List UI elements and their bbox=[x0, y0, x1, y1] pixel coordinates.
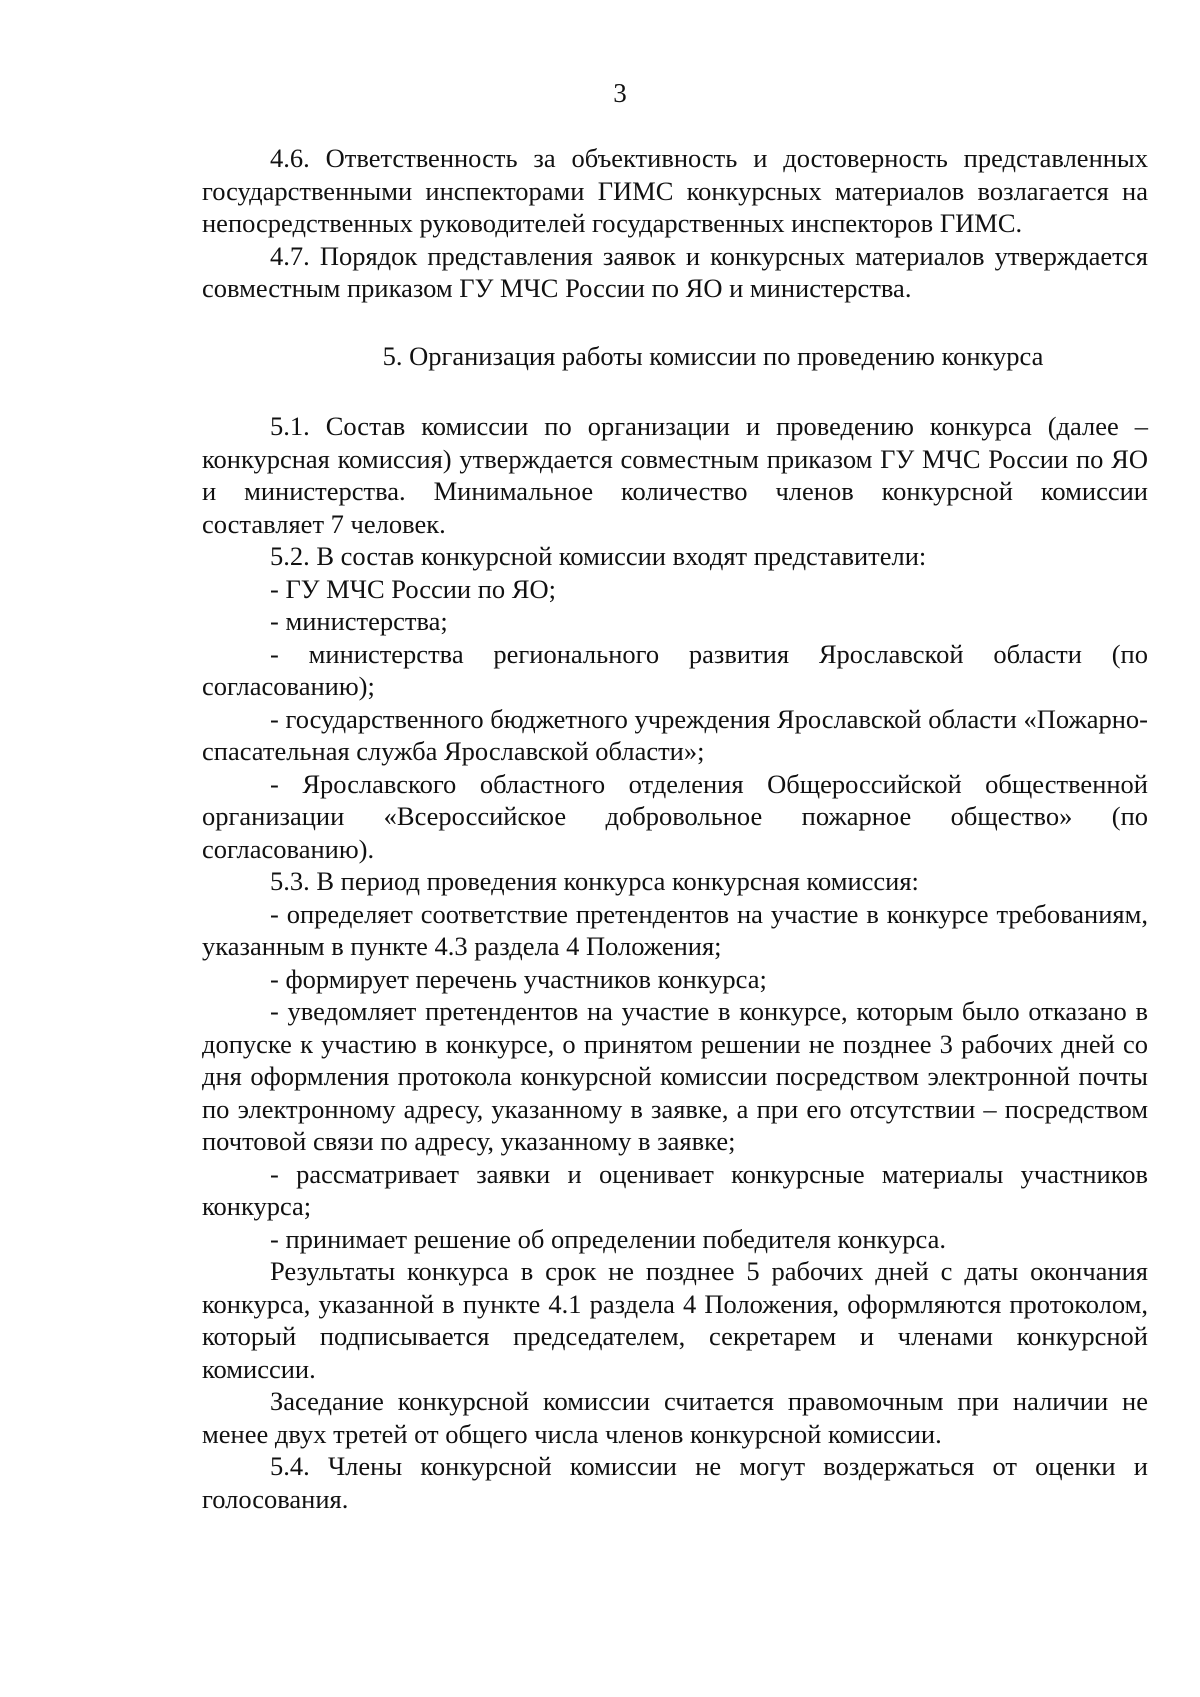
paragraph-5-4: 5.4. Члены конкурсной комиссии не могут воздержаться от оценки и голосования. bbox=[202, 1451, 1148, 1514]
list-item: - формирует перечень участников конкурса; bbox=[270, 963, 767, 994]
section-5-text bbox=[202, 410, 1148, 1515]
list-item: - министерства; bbox=[270, 606, 448, 636]
section-5-heading: 5. Организация работы комиссии по проведению конкурса bbox=[382, 341, 1044, 371]
list-item: - ГУ МЧС России по ЯО; bbox=[270, 573, 556, 604]
paragraph-4-7: 4.7. Порядок представления заявок и конкурсных материалов утверждается совместным приказом ГУ МЧС России по ЯО и министерства. bbox=[202, 240, 1148, 303]
list-item: - определяет соответствие претендентов на участие в конкурсе требованиям, указанным в пункте 4.3 раздела 4 Положения; bbox=[202, 898, 1148, 961]
paragraph-results: Результаты конкурса в срок не позднее 5 рабочих дней с даты окончания конкурса, указанной в пункте 4.1 раздела 4 Положения, оформляются протоколом, который подписывается председателем, секретарем и членами конкурсной комиссии. bbox=[202, 1256, 1148, 1384]
list-item: - принимает решение об определении победителя конкурса. bbox=[270, 1223, 946, 1254]
list-item: - Ярославского областного отделения Общероссийской общественной организации «Всероссийское добровольное пожарное общество» (по согласованию). bbox=[202, 768, 1148, 864]
paragraph-5-3: 5.3. В период проведения конкурса конкурсная комиссия: bbox=[270, 866, 919, 896]
list-item: - рассматривает заявки и оценивает конкурсные материалы участников конкурса; bbox=[202, 1158, 1148, 1221]
paragraph-quorum: Заседание конкурсной комиссии считается правомочным при наличии не менее двух третей от общего числа членов конкурсной комиссии. bbox=[202, 1386, 1148, 1449]
paragraph-4-6: 4.6. Ответственность за объективность и достоверность представленных государственными инспекторами ГИМС конкурсных материалов возлагается на непосредственных руководителей государственных инспекторов ГИМС. bbox=[202, 143, 1148, 238]
section-4-text bbox=[202, 142, 1148, 305]
paragraph-5-2: 5.2. В состав конкурсной комиссии входят представители: bbox=[270, 541, 927, 571]
list-item: - министерства регионального развития Ярославской области (по согласованию); bbox=[202, 638, 1148, 701]
paragraph-5-1: 5.1. Состав комиссии по организации и проведению конкурса (далее – конкурсная комиссия) утверждается совместным приказом ГУ МЧС России по ЯО и министерства. Минимальное количество членов конкурсной комиссии составляет 7 человек. bbox=[202, 411, 1148, 539]
list-item: - государственного бюджетного учреждения Ярославской области «Пожарно-спасательная служба Ярославской области»; bbox=[202, 703, 1148, 766]
list-item: - уведомляет претендентов на участие в конкурсе, которым было отказано в допуске к участию в конкурсе, о принятом решении не позднее 3 рабочих дней со дня оформления протокола конкурсной комиссии посредством электронной почты по электронному адресу, указанному в заявке, а при его отсутствии – посредством почтовой связи по адресу, указанному в заявке; bbox=[202, 996, 1148, 1156]
page-number: 3 bbox=[613, 78, 627, 108]
